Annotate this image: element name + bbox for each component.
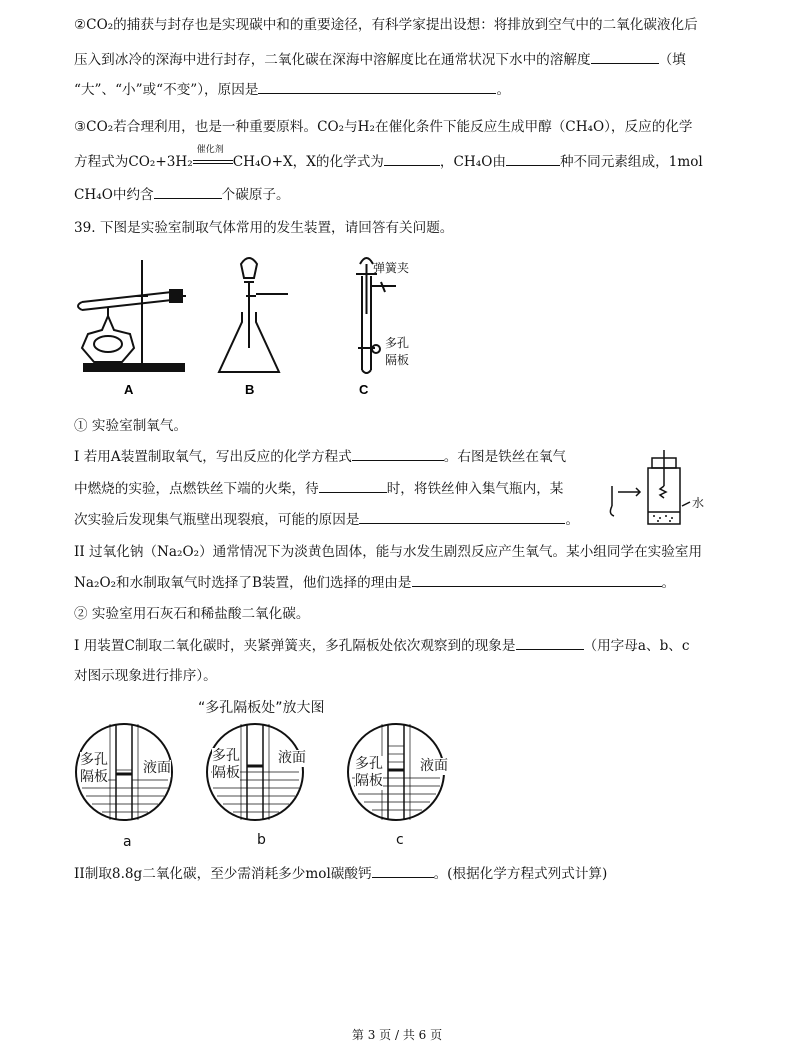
q38-p2-line3: “大”、“小”或“不变”），原因是 。 [74,82,511,98]
q38-p2-line1: ②CO₂的捕获与封存也是实现碳中和的重要途径，有科学家提出设想：将排放到空气中的二氧化碳液化后 [74,17,698,33]
circle-a-plate-label: 多孔 隔板 [80,752,108,785]
q39-s2-I-line2: 对图示现象进行排序）。 [74,668,217,684]
answer-blank[interactable] [591,50,659,64]
spring-clip-label: 弹簧夹 [373,261,410,275]
page-footer: 第 3 页 / 共 6 页 [351,1028,443,1042]
q38-p3-line2: 方程式为CO₂+3H₂ 催化剂 CH₄O+X，X的化学式为 ，CH₄O由 种不同元素组成，1mol [74,145,703,170]
answer-blank[interactable] [506,152,560,166]
circle-b-liquid-label: 液面 [278,750,306,766]
q38-p3-line1: ③CO₂若合理利用，也是一种重要原料。CO₂与H₂在催化条件下能反应生成甲醇（CH₄O），反应的化学 [74,119,693,135]
apparatus-c-label: C [359,382,369,397]
answer-blank[interactable] [352,447,444,461]
circle-c-letter: c [396,832,404,848]
porous-plate-label: 多孔 隔板 [385,336,410,367]
answer-blank[interactable] [359,510,565,524]
q39-s2-I-line1: I 用装置C制取二氧化碳时，夹紧弹簧夹，多孔隔板处依次观察到的现象是 （用字母a、b、c [74,638,690,654]
q38-p2-line2: 压入到冰冷的深海中进行封存，二氧化碳在深海中溶解度比在通常状况下水中的溶解度 （填 [74,52,686,68]
q39-s1-II-line1: II 过氧化钠（Na₂O₂）通常情况下为淡黄色固体，能与水发生剧烈反应产生氧气。某小组同学在实验室用 [74,544,703,560]
answer-blank[interactable] [154,185,222,199]
q39-s1-I-line3: 次实验后发现集气瓶壁出现裂痕，可能的原因是 。 [74,512,580,528]
apparatus-a-label: A [124,382,134,397]
answer-blank[interactable] [258,80,496,94]
circle-b-plate-label: 多孔 隔板 [212,748,240,781]
answer-blank[interactable] [412,573,662,587]
water-label: 水 [692,496,705,510]
circle-a-liquid-label: 液面 [143,760,171,776]
q39-s1-I-line1: I 若用A装置制取氧气，写出反应的化学方程式 。右图是铁丝在氧气 [74,449,567,465]
q39-s1-I-line2: 中燃烧的实验，点燃铁丝下端的火柴，待 时，将铁丝伸入集气瓶内，某 [74,481,564,497]
q38-p3-line3: CH₄O中约含 个碳原子。 [74,187,290,203]
catalyst-equals: 催化剂 [193,152,233,166]
apparatus-b-label: B [245,382,255,397]
answer-blank[interactable] [516,636,584,650]
q39-s1-title: ① 实验室制氧气。 [74,418,188,434]
q39-intro: 39. 下图是实验室制取气体常用的发生装置，请回答有关问题。 [74,220,454,236]
zoom-figure-title: “多孔隔板处”放大图 [198,700,325,716]
answer-blank[interactable] [384,152,440,166]
circle-a-letter: a [123,834,132,850]
answer-blank[interactable] [372,864,434,878]
q39-s2-II: II制取8.8g二氧化碳，至少需消耗多少mol碳酸钙 。(根据化学方程式列式计算) [74,866,608,882]
circle-c-plate-label: 多孔 隔板 [355,756,383,789]
q39-s1-II-line2: Na₂O₂和水制取氧气时选择了B装置，他们选择的理由是 。 [74,575,676,591]
answer-blank[interactable] [319,479,387,493]
iron-wire-bottle-figure [600,446,710,528]
q39-s2-title: ② 实验室用石灰石和稀盐酸二氧化碳。 [74,606,310,622]
circle-b-letter: b [257,832,266,848]
circle-c-liquid-label: 液面 [420,758,448,774]
